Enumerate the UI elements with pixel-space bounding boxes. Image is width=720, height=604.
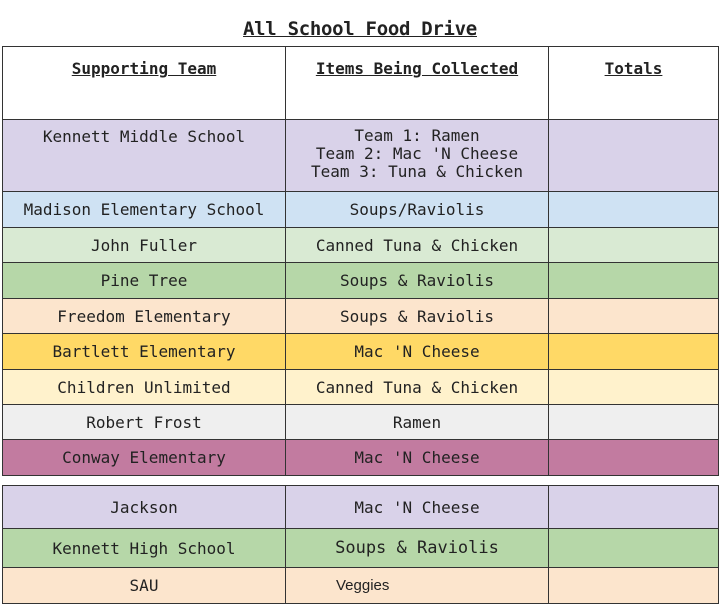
items-cell: Soups & Raviolis [286,299,549,334]
items-line: Team 2: Mac 'N Cheese [315,144,519,163]
page-title: All School Food Drive [243,18,477,40]
table-row [3,486,719,529]
table-row [3,568,719,604]
team-cell: Freedom Elementary [3,299,286,334]
totals-cell[interactable] [549,440,719,476]
table-row [3,120,719,192]
table-row [3,299,719,334]
items-cell [286,120,549,192]
items-cell: Soups & Raviolis [286,529,549,568]
items-cell: Mac 'N Cheese [286,334,549,370]
items-cell: Soups & Raviolis [286,263,549,299]
team-cell: John Fuller [3,228,286,263]
table-row [3,529,719,568]
header-supporting-team: Supporting Team [3,47,286,120]
team-cell: Jackson [3,486,286,529]
food-drive-table [2,46,719,476]
totals-cell[interactable] [549,263,719,299]
table-row [3,440,719,476]
totals-cell[interactable] [549,228,719,263]
header-totals: Totals [549,47,719,120]
team-cell: Robert Frost [3,405,286,440]
totals-cell[interactable] [549,192,719,228]
table-row [3,263,719,299]
totals-cell[interactable] [549,120,719,192]
items-cell: Veggies [286,568,549,604]
team-cell: Children Unlimited [3,370,286,405]
totals-cell[interactable] [549,405,719,440]
items-cell: Canned Tuna & Chicken [286,228,549,263]
items-line: Team 3: Tuna & Chicken [311,162,523,181]
team-cell: Pine Tree [3,263,286,299]
table-row [3,370,719,405]
team-cell: Bartlett Elementary [3,334,286,370]
items-cell: Mac 'N Cheese [286,440,549,476]
items-cell: Soups/Raviolis [286,192,549,228]
table-row [3,192,719,228]
food-drive-table-extra [2,485,719,604]
totals-cell[interactable] [549,486,719,529]
team-cell: Kennett High School [3,529,286,568]
items-cell: Mac 'N Cheese [286,486,549,529]
table-row [3,228,719,263]
totals-cell[interactable] [549,568,719,604]
team-cell: Conway Elementary [3,440,286,476]
header-items-collected: Items Being Collected [286,47,549,120]
table-row [3,405,719,440]
team-cell: SAU [3,568,286,604]
totals-cell[interactable] [549,334,719,370]
table-row [3,334,719,370]
items-cell: Ramen [286,405,549,440]
items-line: Team 1: Ramen [354,126,480,145]
items-cell: Canned Tuna & Chicken [286,370,549,405]
team-cell: Madison Elementary School [3,192,286,228]
totals-cell[interactable] [549,370,719,405]
totals-cell[interactable] [549,299,719,334]
table-header-row [3,47,719,120]
team-cell: Kennett Middle School [3,120,286,192]
totals-cell[interactable] [549,529,719,568]
